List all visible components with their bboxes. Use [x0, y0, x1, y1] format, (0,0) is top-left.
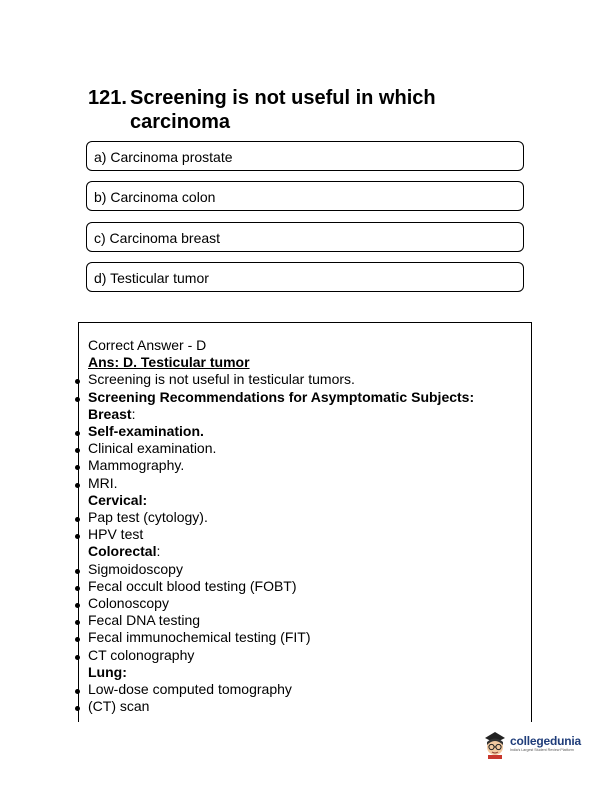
section-heading-cervical: Cervical: — [88, 491, 148, 508]
section-heading-lung: Lung: — [88, 663, 127, 680]
question-number: 121. — [88, 87, 127, 109]
explanation-line: Self-examination. — [88, 423, 528, 440]
correct-answer-label: Correct Answer - D — [88, 337, 207, 353]
explanation-line: Screening is not useful in testicular tumors. — [88, 371, 528, 388]
question — [88, 86, 528, 134]
explanation-line: Sigmoidoscopy — [88, 561, 528, 578]
explanation-line: (CT) scan — [88, 698, 528, 715]
logo-tagline: India's Largest Student Review Platform — [510, 748, 574, 753]
explanation-line: Screening Recommendations for Asymptomatic Subjects: — [88, 389, 528, 406]
section-heading-colon: : — [156, 543, 161, 560]
explanation-line: CT colonography — [88, 647, 528, 664]
explanation-line: Fecal DNA testing — [88, 612, 528, 629]
explanation-line: Fecal occult blood testing (FOBT) — [88, 578, 528, 595]
answer-explanation — [88, 337, 528, 715]
option-d[interactable]: d) Testicular tumor — [86, 262, 524, 292]
explanation-line: Colonoscopy — [88, 595, 528, 612]
option-a[interactable]: a) Carcinoma prostate — [86, 141, 524, 171]
explanation-line: Mammography. — [88, 457, 528, 474]
explanation-line: Fecal immunochemical testing (FIT) — [88, 629, 528, 646]
answer-heading: Ans: D. Testicular tumor — [88, 354, 250, 371]
question-text: Screening is not useful in which carcinoma — [130, 87, 436, 133]
section-heading-text: Breast — [88, 405, 132, 422]
option-c[interactable]: c) Carcinoma breast — [86, 222, 524, 252]
section-heading-text: Colorectal — [88, 543, 157, 560]
logo-text — [510, 735, 581, 753]
explanation-line: Pap test (cytology). — [88, 509, 528, 526]
explanation-line: Clinical examination. — [88, 440, 528, 457]
logo-name: collegedunia — [510, 734, 581, 749]
section-heading-colon: : — [131, 405, 136, 422]
option-b[interactable]: b) Carcinoma colon — [86, 181, 524, 211]
explanation-line: MRI. — [88, 475, 528, 492]
explanation-line: HPV test — [88, 526, 528, 543]
mascot-icon — [482, 729, 508, 759]
section-heading-breast — [88, 406, 528, 423]
explanation-line: Low-dose computed tomography — [88, 681, 528, 698]
section-heading-colorectal — [88, 543, 528, 560]
collegedunia-logo[interactable] — [482, 728, 582, 760]
